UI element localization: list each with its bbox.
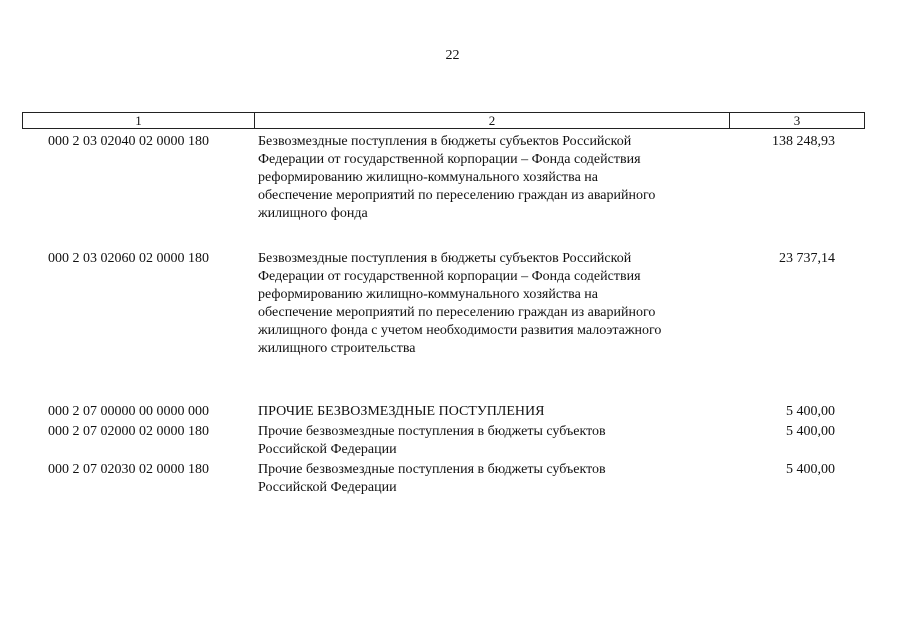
row-description-line: Федерации от государственной корпорации – Фонда содействия [258, 152, 641, 167]
row-amount: 5 400,00 [786, 404, 835, 419]
row-description-line: обеспечение мероприятий по переселению граждан из аварийного [258, 305, 656, 320]
row-description-line: реформированию жилищно-коммунального хозяйства на [258, 170, 598, 185]
row-description-line: жилищного фонда [258, 206, 368, 221]
row-description-line: Прочие безвозмездные поступления в бюджеты субъектов [258, 424, 606, 439]
row-description-line: жилищного фонда с учетом необходимости развития малоэтажного [258, 323, 662, 338]
row-amount: 138 248,93 [772, 134, 835, 149]
row-description-line: обеспечение мероприятий по переселению граждан из аварийного [258, 188, 656, 203]
row-description-line: Федерации от государственной корпорации – Фонда содействия [258, 269, 641, 284]
row-description [258, 133, 708, 223]
row-description [258, 250, 708, 358]
row-code: 000 2 03 02040 02 0000 180 [48, 134, 209, 149]
row-amount: 23 737,14 [779, 251, 835, 266]
row-description-line: Российской Федерации [258, 480, 397, 495]
table-header [22, 112, 865, 129]
row-code: 000 2 07 02030 02 0000 180 [48, 462, 209, 477]
row-description-line: жилищного строительства [258, 341, 416, 356]
header-col-3: 3 [793, 113, 801, 128]
page-number: 22 [445, 48, 460, 63]
row-amount: 5 400,00 [786, 462, 835, 477]
row-description-line: Российской Федерации [258, 442, 397, 457]
row-description [258, 423, 708, 459]
row-description-line: ПРОЧИЕ БЕЗВОЗМЕЗДНЫЕ ПОСТУПЛЕНИЯ [258, 404, 545, 419]
row-description-line: реформированию жилищно-коммунального хозяйства на [258, 287, 598, 302]
row-description-line: Прочие безвозмездные поступления в бюджеты субъектов [258, 462, 606, 477]
row-code: 000 2 07 02000 02 0000 180 [48, 424, 209, 439]
row-description [258, 403, 708, 421]
row-amount: 5 400,00 [786, 424, 835, 439]
row-code: 000 2 07 00000 00 0000 000 [48, 404, 209, 419]
row-description-line: Безвозмездные поступления в бюджеты субъектов Российской [258, 251, 632, 266]
row-description [258, 461, 708, 497]
row-description-line: Безвозмездные поступления в бюджеты субъектов Российской [258, 134, 632, 149]
row-code: 000 2 03 02060 02 0000 180 [48, 251, 209, 266]
header-col-2: 2 [255, 113, 730, 128]
header-col-1: 1 [23, 113, 255, 128]
